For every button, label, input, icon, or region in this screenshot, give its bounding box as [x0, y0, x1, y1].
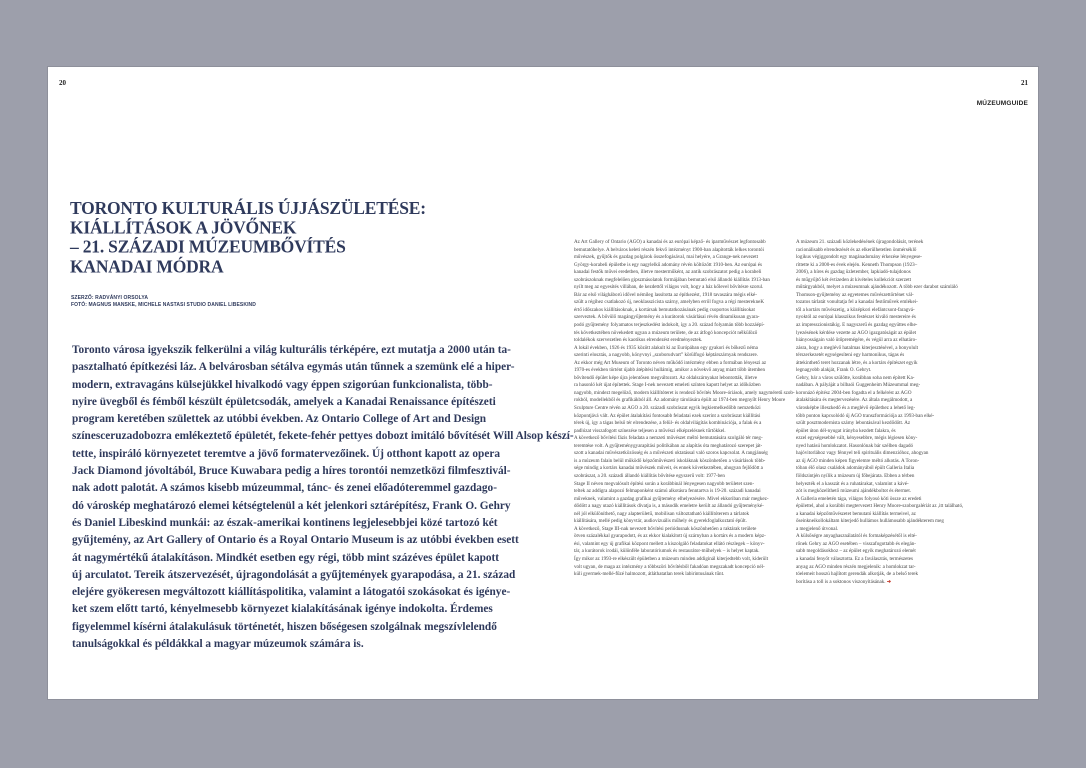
- body-line: lyezésének kérdése vezette az AGO igazgatóságát az épület: [796, 329, 917, 336]
- article-title: [70, 196, 426, 277]
- body-line: borítása a toll is a soktonos viszonyításának. ➔: [796, 578, 892, 585]
- body-line: földszintjén nyílik a múzeum új főbejárata. Ebben a térben: [796, 472, 915, 479]
- body-line: sége mindig a kortárs kanadai művészek műveit, és ennek következtében, ahogyan fejlődött a: [574, 465, 763, 472]
- body-line: kanadai festők művei eredetben, illetve mesterműként, az antik szobrászatot pedig a korabeli: [574, 269, 762, 276]
- body-line: az impresszionistákig. E nagyszerű és gazdag együttes elhe-: [796, 322, 918, 329]
- lead-line: színesceruzadobozra emlékeztető épületét, fekete-fehér pettyes dobozt imitáló bővítését Will Alsop készí-: [72, 430, 574, 443]
- body-line: tóban élő olasz családok adományából épült Galleria Italia: [796, 465, 915, 472]
- body-line: tóelemeit hosszú hajlított gerendák alkotják, de a belső terek: [796, 571, 919, 578]
- body-line: küli gyermek-mellé-fűzé halmozott, átláthatatlan terek labirintusának tűnt.: [574, 571, 725, 578]
- body-line: A múzeum 21. századi közlekedésének újragondolását, terének: [796, 239, 924, 245]
- left-page-number: 20: [59, 79, 66, 87]
- body-column-1: [574, 239, 795, 579]
- body-line: 1970-es években történt újabb átépítési hullámig, amikor a növekvő anyag miatt több ütemben: [574, 367, 766, 374]
- body-line: hajóvitorlához vagy fénnyel teli spirituális dimenzióhoz, ahogyan: [796, 450, 929, 457]
- body-line: épülettel, ahol a korábbi megtervezett Henry Moore-szoborgalériát az ,itt található,: [796, 503, 964, 510]
- body-line: műtárgyakból, melyet a múzeumnak ajándékozott. A több ezer darabot számláló: [796, 284, 958, 291]
- lead-line: új arculatot. Tereik átszervezését, újragondolását a gyűjtemények gyarapodása, a 21. század: [72, 568, 516, 581]
- body-line: koronázó építész 2004-ben fogadta el a felkérést az AGO: [796, 389, 912, 396]
- body-line: a kanadai fenyőt választotta. Ez a faválasztás, természetes: [796, 555, 914, 562]
- body-line: nagyobb, mindezt megelőző, modern kiállítóteret is rendező bővítés Moore-óriások, amely nagyméretű szob-: [574, 389, 795, 396]
- title-line: KANADAI MÓDRA: [70, 255, 224, 277]
- body-line: műveknek, valamint a gazdag grafikai gyűjtemény elhelyezésére. Mivel ekkoriban már megkez-: [574, 495, 769, 502]
- body-line: Az Art Gallery of Ontario (AGO) a kanadai és az európai képző- és iparművészet legfontosabb: [574, 239, 766, 245]
- body-line: Stage II néven megvalósult építési során a korábbinál lényegesen nagyobb területet szen-: [574, 480, 755, 487]
- article-credits: [71, 295, 256, 309]
- body-line: térek új, így a tágas belső tér elrendezése, a felül- és oldalvilágítás kombinációja, a falak és a: [574, 420, 762, 427]
- body-line: és műgyűjtő két évtizeden át kivételes kollekciót szerzett: [796, 276, 912, 283]
- body-line: zót is megközelíthető múzeumi ajándékboltot és étermet.: [796, 488, 912, 495]
- body-line: bővítendő épület képe újra jelentősen megváltozott. Az oldalszárnyakat lebontották, illetve: [574, 374, 758, 381]
- body-line: szott a kanadai művészetközösség és a művészeti oktatással való szoros kapcsolat. A rangjánség: [574, 450, 768, 457]
- title-line: TORONTO KULTURÁLIS ÚJJÁSZÜLETÉSE:: [70, 196, 426, 218]
- photo-credit: FOTÓ: MAGNUS MANSKE, MICHELE NASTASI STUDIO DANIEL LIBESKIND: [71, 302, 256, 308]
- body-line: művészek, gyűjtők és gazdag polgárok összefogásával, mai helyére, a Grange-nek nevezett: [574, 254, 758, 261]
- body-line: zásra, hogy a meglévő hatalmas kiterjesztésével, a bonyolult: [796, 344, 919, 351]
- body-line: volt ugyan, de maga az intézmény a többszöri bővítésből fakadóan megszakadt koncepció nél-: [574, 563, 765, 570]
- body-line: tozatos tárlatát vonultatja fel a kanadai festőművek emlékei-: [796, 299, 918, 306]
- body-line: az új AGO minden képen figyelemre méltó alkotás. A Toron-: [796, 457, 920, 464]
- lead-line: nak adott palotát. A számos kisebb múzeummal, tánc- és zenei előadóteremmel gazdago-: [72, 482, 497, 495]
- body-line: ra hasonló két újat építettek. Stage I-nek nevezett emeleti színten kapott helyet az időközben: [574, 382, 761, 389]
- body-line: ötven százalékkal gyarapodott, és az ekkor kialakított új szárnyban a kortárs és a modern képz-: [574, 533, 766, 540]
- body-line: nyoktól az európai klasszikus festészet kiváló mestereire és: [796, 314, 916, 321]
- body-line: sabb megoldásokhoz – az épület egyik meghatározó elemét: [796, 548, 916, 555]
- lead-line: gyűjtemény, az Art Gallery of Ontario és a Royal Ontario Museum is az utóbbi években esett: [72, 534, 519, 547]
- body-line: toldalékok szervezetlen és kaotikus elrendezést eredményeztek.: [574, 337, 703, 344]
- body-line: őseinkneikollokáltam kiterjedő hullámos hullámosabb ajándékterem meg: [796, 518, 944, 525]
- body-line: hiányosságain való ütőpremégére, és végül arra az elhatáro-: [796, 337, 917, 344]
- body-line: ési, valamint egy új grafikai központ mellett a kiszolgáló feladatokat ellátó részlegek – könyv-: [574, 540, 765, 547]
- body-line: György-korabeli épületbe is egy nagylelkű adomány révén költözött 1910-ben. Az európai és: [574, 261, 762, 268]
- body-line: ríttette ki a 2000-es évek elején. Kenneth Thompson (1923–: [796, 261, 918, 268]
- body-line: A külsőségre anyaghasználatától és formaképzésétől is elté-: [796, 533, 917, 540]
- body-line: áttekinthető teret hozzanak létre, és a kortárs építészet egyik: [796, 359, 918, 366]
- lead-paragraph: [72, 342, 574, 653]
- body-line: a megjelenő útvonal.: [796, 525, 839, 532]
- body-line: szobrászoknak megfelelően gipszmásolatok formájában bemutató első állandó kiállítás 1913-ban: [574, 276, 770, 283]
- lead-line: ket szem előtt tartó, kényelmesebb környezet kialakításának igénye indokolta. Érdemes: [72, 603, 493, 616]
- lead-line: pasztalható építkezési láz. A belvárosban sétálva egymás után tűnnek a szemünk elé a hiper-: [72, 361, 515, 374]
- body-line: is a múzeum falain belül működő képzőművészeti iskoláknak köszönhetően a vásárlások több-: [574, 457, 766, 464]
- body-line: szobrászat, a 20. századi állandó kiállítás bővítése egyszerű volt: 1977-ben: [574, 472, 725, 479]
- body-line: anyag az AGO minden részén megjelenik: a homlokzat tar-: [796, 563, 916, 570]
- lead-line: tanulságokkal és példákkal a magyar múzeumok számára is.: [72, 638, 364, 651]
- body-line: teremtése volt. A gyűjteménygyarapítási politikában az alapítás óta meghatározó szerepet ját-: [574, 442, 763, 449]
- right-page-number: 21: [1021, 79, 1028, 87]
- continue-arrow-icon: ➔: [885, 578, 892, 585]
- body-line: A Galleria emeletén tága, világos folyosó köti össze az eredeti: [796, 495, 922, 502]
- body-line: A következő bővítési fázis feladata a nemzeti művészet méltó bemutatására szolgáló tér meg-: [574, 435, 763, 442]
- body-line: nyed hatású homlokzatot. Hasonlónak bár szélben dagadó: [796, 442, 914, 449]
- body-line: A következő, Stage III-nak nevezett bővítési periódusnak köszönhetően a raktárak területe: [574, 525, 757, 532]
- body-line: Sculpture Centre révén az AGO a 20. századi szobrászat egyik legkiemelkedőbb nemzetközi: [574, 405, 761, 412]
- author-credit: SZERZŐ: RADVÁNYI ORSOLYA: [71, 295, 149, 301]
- body-line: több ponton kapcsolódó új AGO transzformációja az 1993-ban elké-: [796, 412, 935, 419]
- body-line: logikus végiggondolt egy magánadomány érkezése lényegese-: [796, 254, 922, 261]
- body-line: térszerkezetét egységesíteni egy harmonikus, tágas és: [796, 352, 905, 359]
- body-column-2: [796, 239, 1012, 586]
- body-line: épület úton dél-nyugat irányba kezdett falakra, és: [796, 427, 896, 434]
- body-line: Az ekkor még Art Museum of Toronto néven működő intézmény ebben a formában lényeszi az: [574, 359, 767, 366]
- body-line: dődött a nagy utazó kiállítások divatja is, a második emeletre került az állandó gyűjteményké-: [574, 503, 764, 510]
- body-line: Thomson-gyűjtemény az egyetemes művészettörténet vál-: [796, 291, 914, 298]
- body-line: átalakítására és megtervezésére. Az általa megálmodott, a: [796, 397, 913, 404]
- lead-line: modern, extravagáns külsejükkel hivalkodó vagy éppen szigorúan funkcionalista, több-: [72, 378, 493, 391]
- body-line: szült posztmodernista szárny lebontásával kezdődött. Az: [796, 420, 911, 427]
- body-line: városképbe illeszkedő és a meglévő épülethez a lehető leg-: [796, 405, 916, 412]
- body-line: ezzel egységesebbé vált, kényesebbre, mégis légiesen köny-: [796, 435, 918, 442]
- body-line: Gehry, bár a város szülötte, korábban soha nem épített Ka-: [796, 374, 915, 381]
- body-line: értő időszakos kiállításoknak, a kortársak bemutatkozásának pedig csoportos kiállításokat: [574, 306, 755, 313]
- body-line: tés következtében növekedett ugyan a múzeum területe, de az átfogó koncepciót nélkülöző: [574, 329, 758, 336]
- body-line: Így mikor az 1993-re elkészült épületben a múzeum minden addiginál kiterjedtebb volt, kiderült: [574, 555, 769, 562]
- body-line: től a kortárs művészetig, a középkori elefántcsont-faragvá-: [796, 306, 915, 313]
- lead-line: tette, inspiráló környezetet teremtve a jövő formatervezőinek. Új otthont kapott az opera: [72, 447, 501, 460]
- lead-line: dó városkép meghatározó elemei kétségtelenül a két jelenkori sztárépítész, Frank O. Gehry: [72, 499, 511, 512]
- body-line: nadában. A pályáját a bilbaói Guggenheim Múzeummal meg-: [796, 382, 921, 389]
- lead-line: nyire üvegből és fémből készült épületcsodák, amelyek a Kanadai Renaissance építészeti: [72, 395, 496, 408]
- title-line: KIÁLLÍTÁSOK A JÖVŐNEK: [70, 216, 297, 238]
- body-line: kiállítására, mellé pedig könyvtár, audiovizuális műhely és gyerekfoglalkoztató épült.: [574, 518, 747, 525]
- lead-line: figyelemmel kísérni átalakulásuk történetét, hiszen bőségesen szolgálnak megszívlelendő: [72, 620, 497, 633]
- magazine-spread: [48, 67, 1038, 699]
- body-line: központjává vált. Az épület átalakítási fontosabb feladatai ezek szerint a szobrászat kiállítási: [574, 412, 761, 419]
- body-line: racionálisabb elrendezését és az elkerülhetetlen önmérséklő: [796, 246, 917, 253]
- body-line: padlózat visszafogott színezése teljesen a művészi elképzelésnek tűrtökkel.: [574, 427, 726, 434]
- body-line: A lokál években, 1926 és 1935 között alakult ki az Európában egy gyakori és bőkezű néma: [574, 344, 758, 351]
- body-line: szerveztek. A bővülő magángyűjtemény és a kurátorok vásárlásai révén dinamikusan gyara-: [574, 314, 760, 321]
- body-line: szült a régihez csatlakozó új, neoklasszicista szárny, amelyben erről fogva a régi mesterekneK: [574, 299, 764, 306]
- lead-line: Toronto városa igyekszik felkerülni a világ kulturális térképére, ezt mutatja a 2000 után ta-: [72, 344, 511, 356]
- body-line: rőnek Gehry az AGO esetében – visszafogottabb és elegán-: [796, 540, 916, 547]
- body-line: 2006), a híres és gazdag üzletember, lapkiadó-tulajdonos: [796, 269, 911, 276]
- body-line: legnagyobb alakját, Frank O. Gehryt.: [796, 367, 872, 374]
- lead-line: elejére gyökeresen megváltozott kiállításpolitika, valamint a látogatói szokásokat és igénye-: [72, 586, 511, 599]
- body-line: szerinti elosztás, a nagyobb, könyvnyi „szoborudvart” körülfogó képtárszárnyak rendszere.: [574, 352, 759, 359]
- body-line: Bár az első világháború idővel némileg lassította az építkezést, 1918 tavaszára mégis elké-: [574, 291, 757, 298]
- section-guide-label: MÚZEUMGUIDE: [976, 100, 1028, 107]
- lead-line: program keretében születtek az utóbbi években. Az Ontario College of Art and Design: [72, 413, 487, 426]
- lead-line: Jack Diamond jóvoltából, Bruce Kuwabara pedig a híres torontói nemzetközi filmfesztivál-: [72, 465, 511, 478]
- body-line: bemutatóhelye. A belváros keleti részén fekvő intézményt 1900-ban alapították lelkes torontói: [574, 246, 764, 253]
- body-line: tár, a kurátorok irodái, különféle laboratóriumok és restaurátor-műhelyek – is helyet kaptak.: [574, 548, 760, 555]
- body-line: rokból, modellekből és grafikákból áll. Az adomány tárolására épült az 1974-ben megnyílt Henry Moore: [574, 397, 786, 404]
- body-line: podó gyűjtemény folyamatos terjeszkedést indokolt, így a 20. század folyamán több hozzáépí-: [574, 322, 765, 329]
- body-line: nyílt meg az egyesítés villában, de kezdettől világos volt, hogy a ház kőlevel bővítésre szorul.: [574, 284, 764, 291]
- body-line: nél jól elkülöníthető, nagy alapterületű, mobilisan változtatható kiállítóterem a tárlatok: [574, 510, 750, 517]
- body-line: helyezték el a kasszát és a ruhatárakat, valamint a kávé-: [796, 480, 909, 487]
- body-line: teltek az addigra alapozó felmaponként számú alkotásra fenntartva is 19-20. századi kanadai: [574, 488, 761, 495]
- body-line: a kanadai képzőművészetet bemutató kiállítás termeivel, az: [796, 510, 916, 517]
- lead-line: át nagymértékű átalakításon. Mindkét esetben egy régi, több mint százéves épület kapott: [72, 551, 500, 564]
- lead-line: és Daniel Libeskind munkái: az észak-amerikai kontinens legjelesebbjei közé tartozó két: [72, 516, 498, 529]
- title-line: – 21. SZÁZADI MÚZEUMBŐVÍTÉS: [70, 235, 346, 257]
